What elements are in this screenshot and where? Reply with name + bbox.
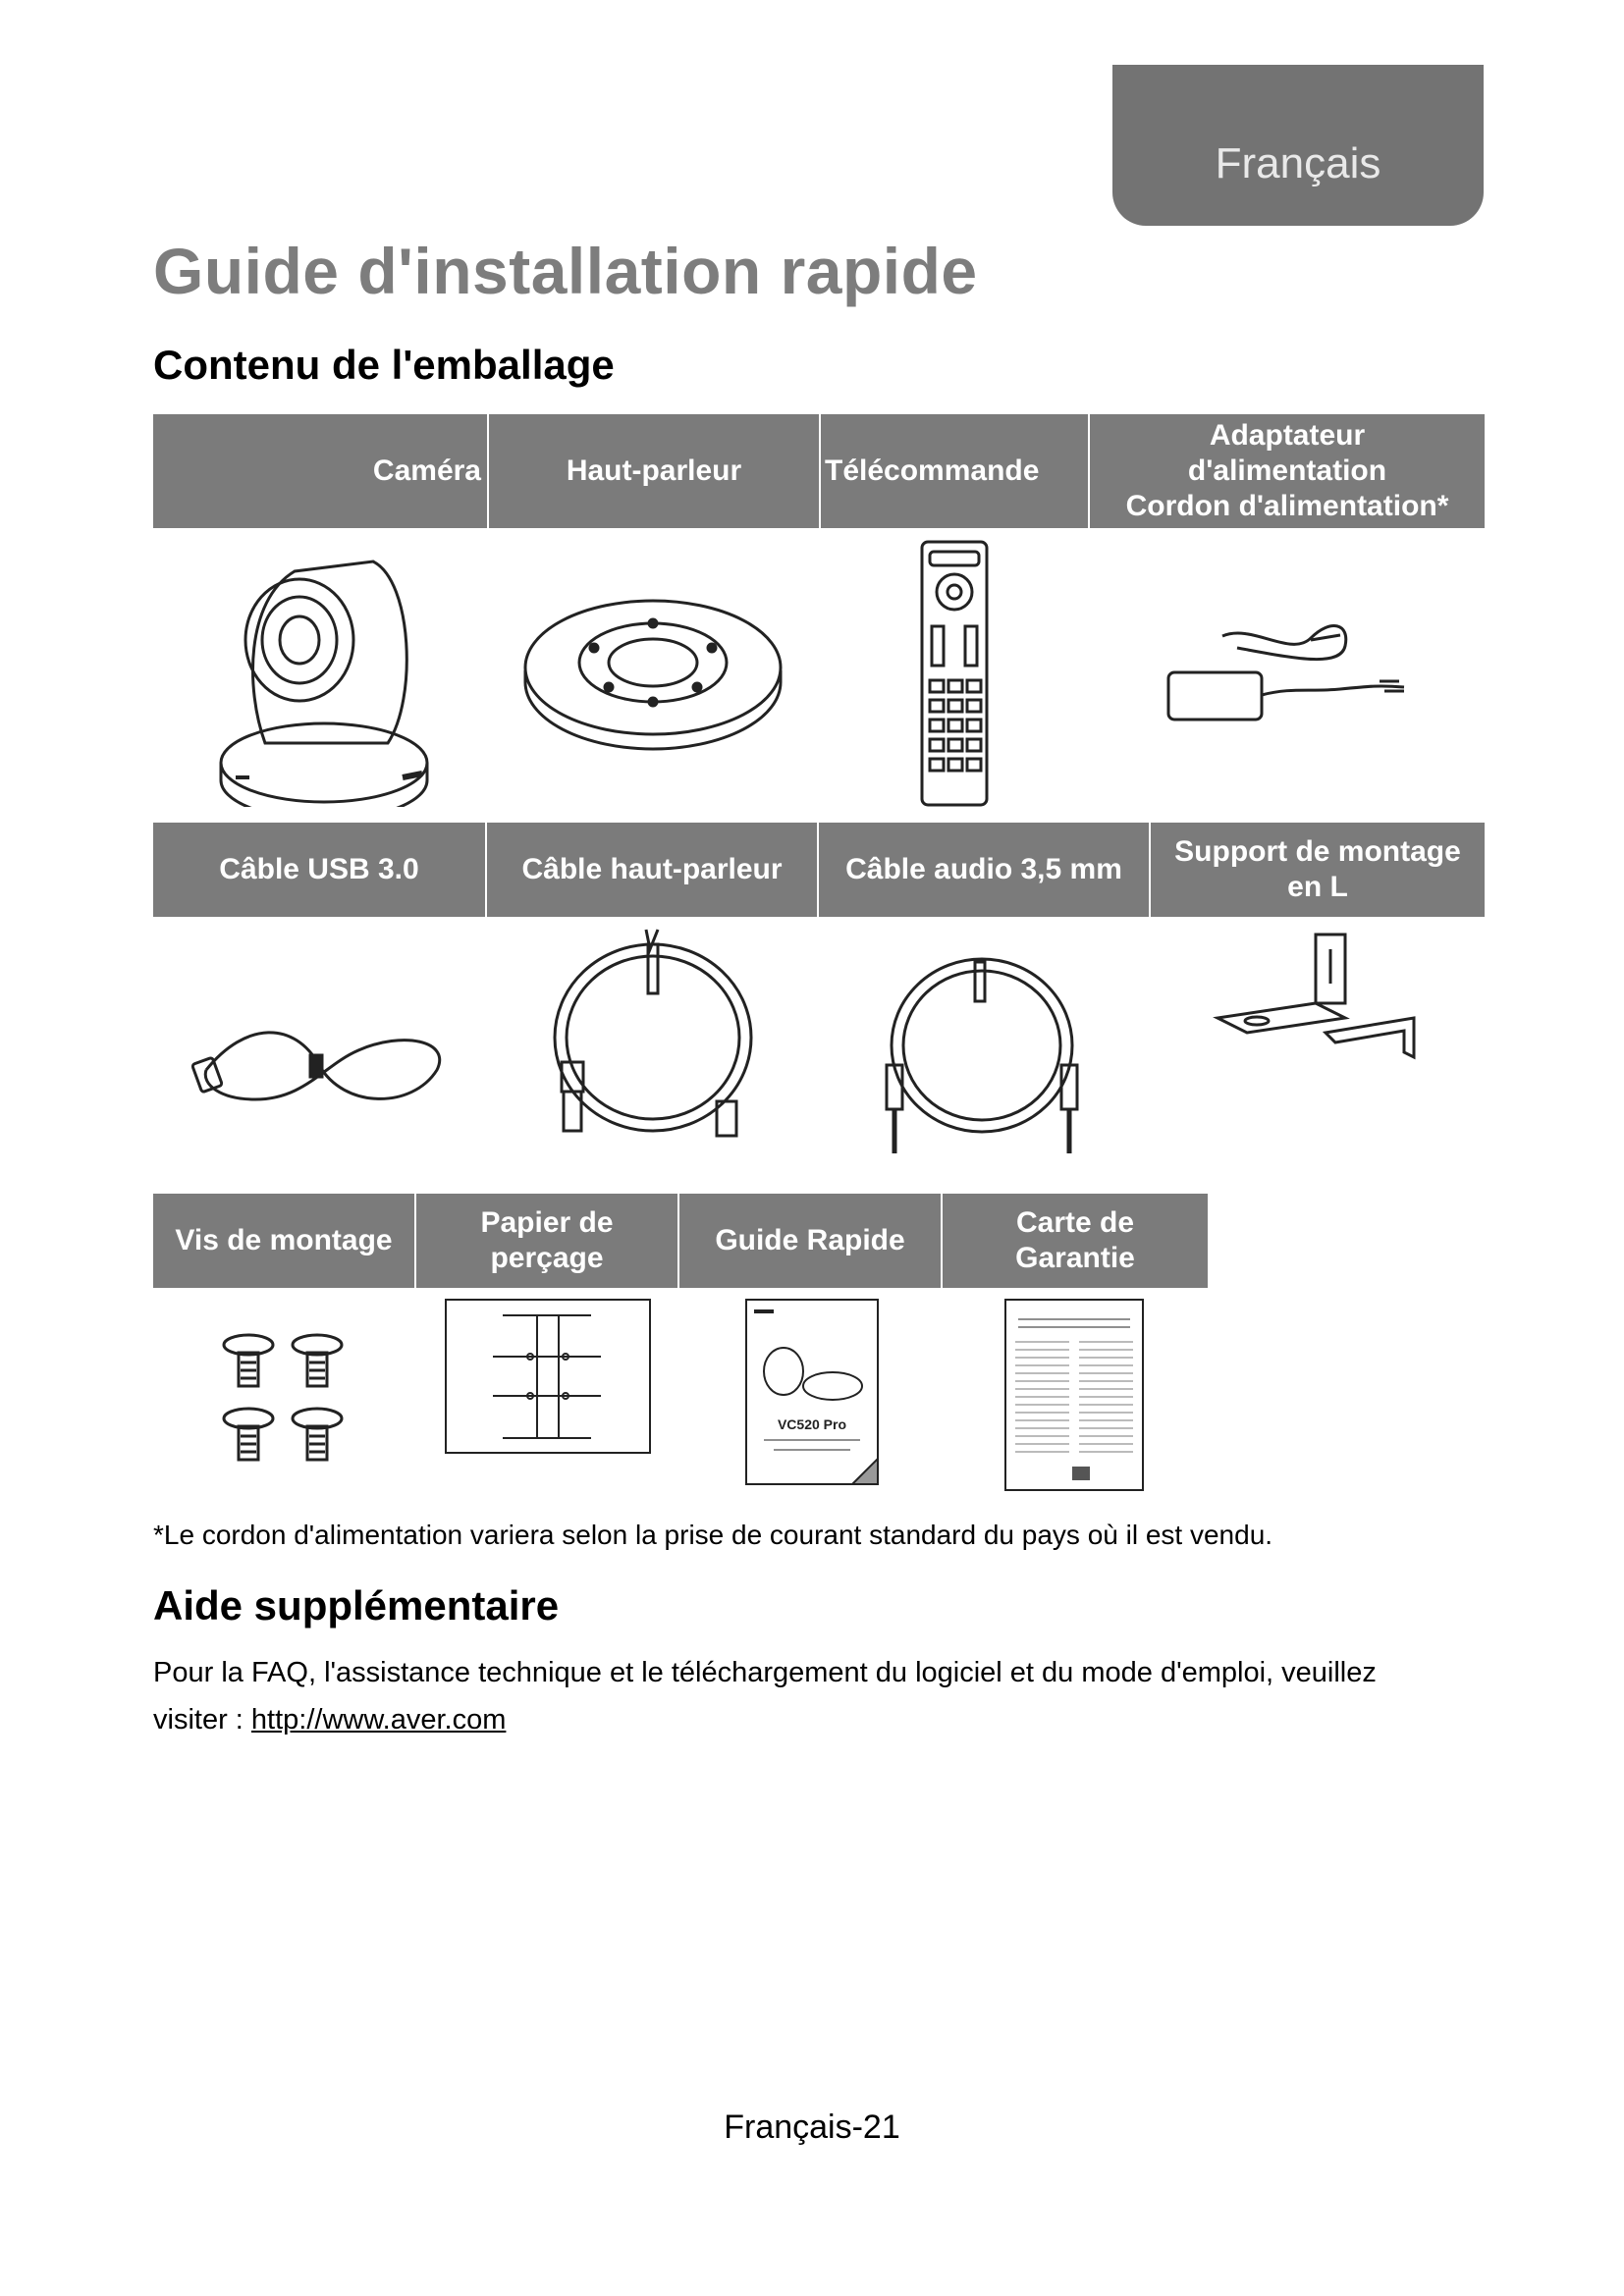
quick-guide-illustration [744,1298,880,1486]
label-paper-line2: perçage [490,1242,604,1274]
power-adapter-illustration [1164,618,1409,726]
drilling-paper-illustration [444,1298,652,1455]
l-bracket-illustration [1208,925,1424,1067]
header-cell-audio-cable [819,823,1149,917]
header-cell-warranty-card [943,1194,1208,1288]
guide-thumbnail-text: VC520 Pro [777,1416,847,1432]
label-adapter-line3: Cordon d'alimentation* [1125,490,1449,522]
header-cell-screws [153,1194,414,1288]
header-cell-speaker-cable [487,823,817,917]
audio-cable-illustration [879,952,1085,1163]
speaker-cable-illustration [550,925,756,1146]
help-text-line1: Pour la FAQ, l'assistance technique et le téléchargement du logiciel et du mode d'emploi, veuillez [153,1657,1377,1688]
page-title: Guide d'installation rapide [153,235,978,307]
header-cell-remote [821,414,1088,528]
label-adapter-line2: d'alimentation [1187,454,1387,487]
page-number: Français-21 [724,2109,900,2146]
section-heading-package-contents: Contenu de l'emballage [153,342,615,388]
help-paragraph [153,1649,1469,1743]
header-cell-adapter [1090,414,1485,528]
speaker-illustration [520,594,785,761]
header-cell-drilling-paper [416,1194,677,1288]
label-camera: Caméra [372,454,481,487]
remote-illustration [918,538,993,815]
usb-cable-illustration [187,1011,452,1119]
label-speaker: Haut-parleur [566,454,742,487]
label-card-line2: Garantie [1015,1242,1135,1274]
label-audio-cable: Câble audio 3,5 mm [845,853,1122,885]
label-quick-guide: Guide Rapide [715,1224,905,1256]
header-cell-quick-guide [679,1194,941,1288]
warranty-card-illustration [1003,1298,1145,1492]
label-paper-line1: Papier de [480,1206,614,1239]
mounting-screws-illustration [214,1325,361,1472]
label-usb-cable: Câble USB 3.0 [219,853,419,885]
language-tab-label: Français [1215,139,1381,187]
aver-website-link[interactable]: http://www.aver.com [250,1704,507,1735]
header-cell-usb-cable [153,823,485,917]
header-cell-speaker [489,414,819,528]
language-tab [1112,65,1484,226]
label-bracket-line2: en L [1287,871,1348,903]
label-speaker-cable: Câble haut-parleur [521,853,783,885]
help-text-line2-prefix: visiter : [153,1704,251,1735]
camera-illustration [206,542,442,807]
header-cell-bracket [1151,823,1485,917]
label-card-line1: Carte de [1015,1206,1135,1239]
label-bracket-line1: Support de montage [1174,835,1461,868]
power-cord-footnote: *Le cordon d'alimentation variera selon la prise de courant standard du pays où il est vendu. [153,1520,1273,1550]
section-heading-additional-help: Aide supplémentaire [153,1582,560,1629]
header-cell-camera [153,414,487,528]
label-screws: Vis de montage [175,1224,393,1256]
label-remote: Télécommande [825,454,1040,487]
label-adapter-line1: Adaptateur [1209,419,1366,452]
